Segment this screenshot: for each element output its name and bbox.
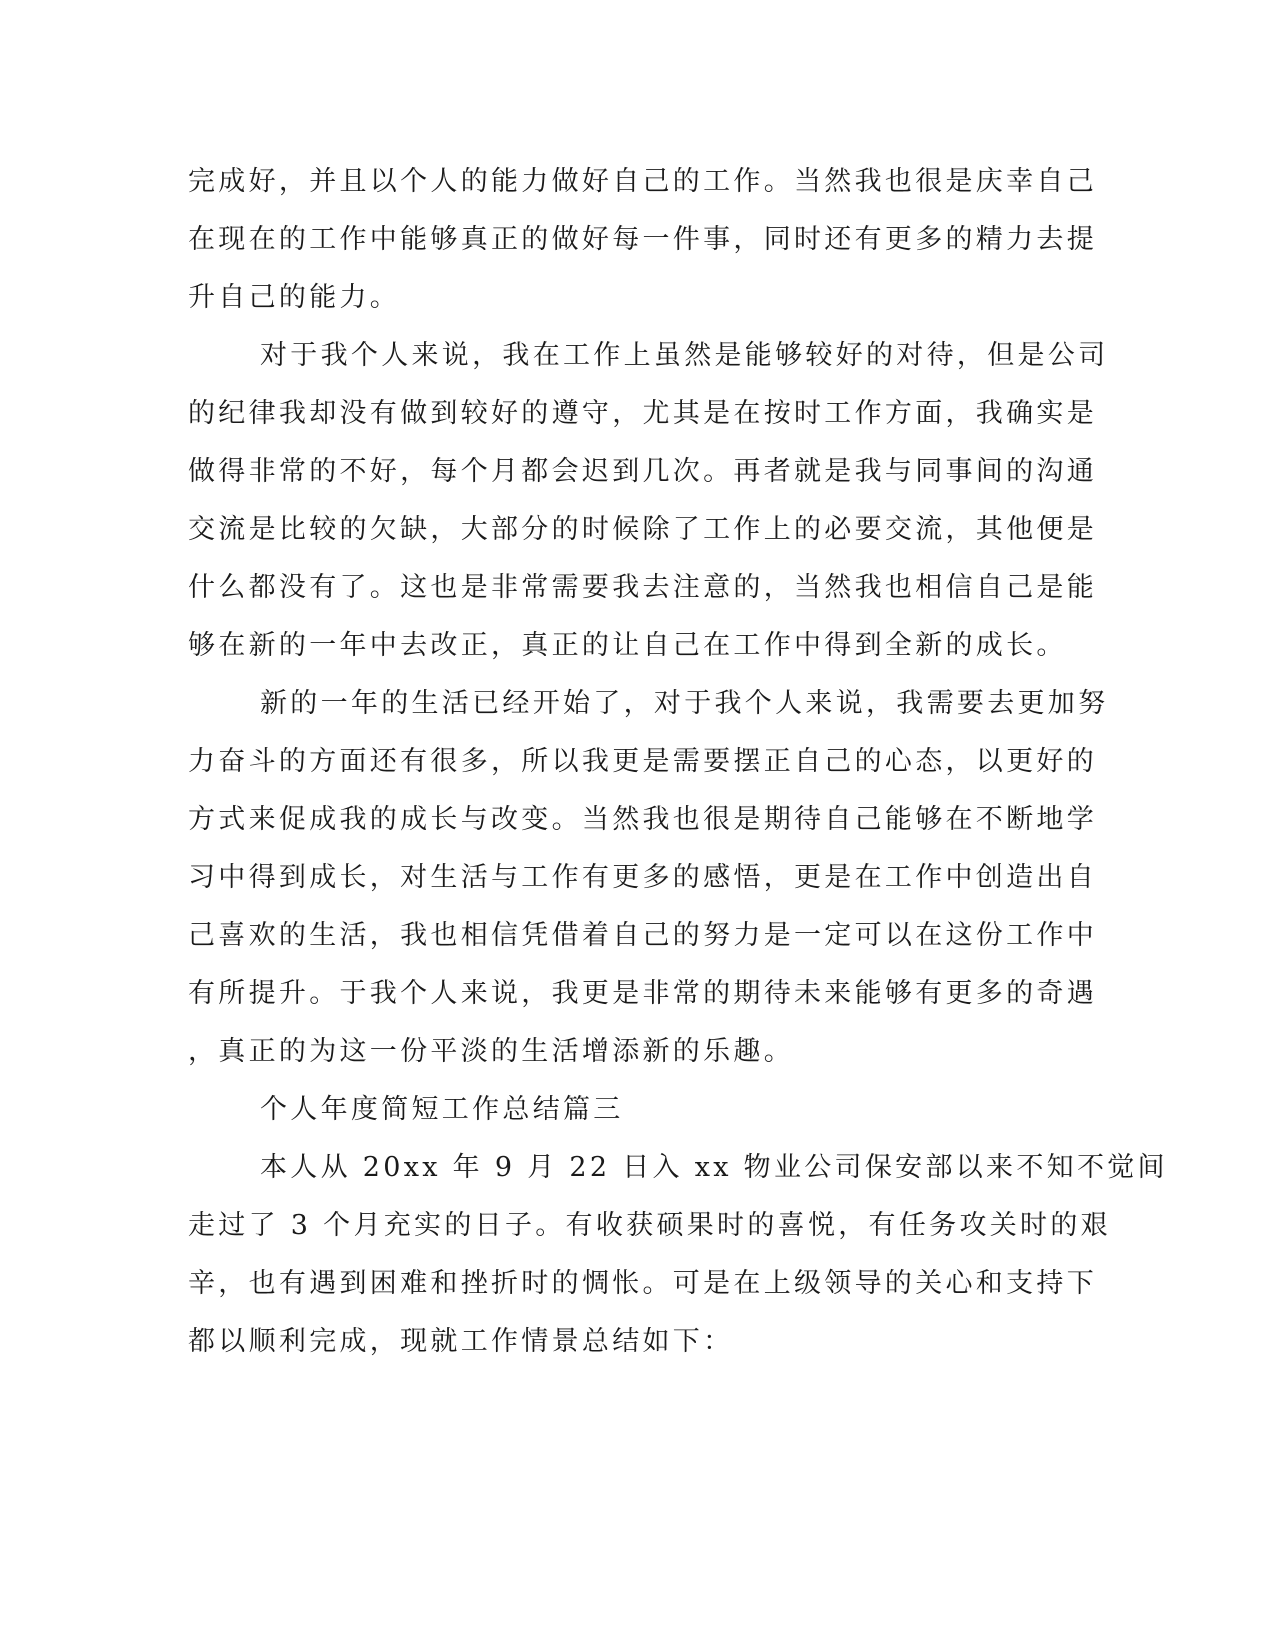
text-line: 什么都没有了。这也是非常需要我去注意的，当然我也相信自己是能 <box>188 572 1097 603</box>
paragraph-first-line: 对于我个人来说，我在工作上虽然是能够较好的对待，但是公司 <box>260 340 1109 371</box>
paragraph-first-line: 新的一年的生活已经开始了，对于我个人来说，我需要去更加努 <box>260 688 1109 719</box>
text-line: 都以顺利完成，现就工作情景总结如下： <box>188 1326 734 1357</box>
text-line: 升自己的能力。 <box>188 282 401 313</box>
text-line: 习中得到成长，对生活与工作有更多的感悟，更是在工作中创造出自 <box>188 862 1097 893</box>
text-line: 完成好，并且以个人的能力做好自己的工作。当然我也很是庆幸自己 <box>188 166 1097 197</box>
text-line: 走过了 3 个月充实的日子。有收获硕果时的喜悦，有任务攻关时的艰 <box>188 1210 1111 1241</box>
text-line: 够在新的一年中去改正，真正的让自己在工作中得到全新的成长。 <box>188 630 1067 661</box>
text-line: 的纪律我却没有做到较好的遵守，尤其是在按时工作方面，我确实是 <box>188 398 1097 429</box>
section-heading: 个人年度简短工作总结篇三 <box>260 1094 624 1125</box>
text-line: 交流是比较的欠缺，大部分的时候除了工作上的必要交流，其他便是 <box>188 514 1097 545</box>
text-line: 力奋斗的方面还有很多，所以我更是需要摆正自己的心态，以更好的 <box>188 746 1097 777</box>
text-line: 方式来促成我的成长与改变。当然我也很是期待自己能够在不断地学 <box>188 804 1097 835</box>
text-line: 在现在的工作中能够真正的做好每一件事，同时还有更多的精力去提 <box>188 224 1097 255</box>
text-line: 有所提升。于我个人来说，我更是非常的期待未来能够有更多的奇遇 <box>188 978 1097 1009</box>
text-line: 做得非常的不好，每个月都会迟到几次。再者就是我与同事间的沟通 <box>188 456 1097 487</box>
text-line: 己喜欢的生活，我也相信凭借着自己的努力是一定可以在这份工作中 <box>188 920 1097 951</box>
text-line: 辛，也有遇到困难和挫折时的惆怅。可是在上级领导的关心和支持下 <box>188 1268 1097 1299</box>
text-line: ，真正的为这一份平淡的生活增添新的乐趣。 <box>188 1036 794 1067</box>
paragraph-first-line: 本人从 20xx 年 9 月 22 日入 xx 物业公司保安部以来不知不觉间 <box>260 1152 1168 1183</box>
